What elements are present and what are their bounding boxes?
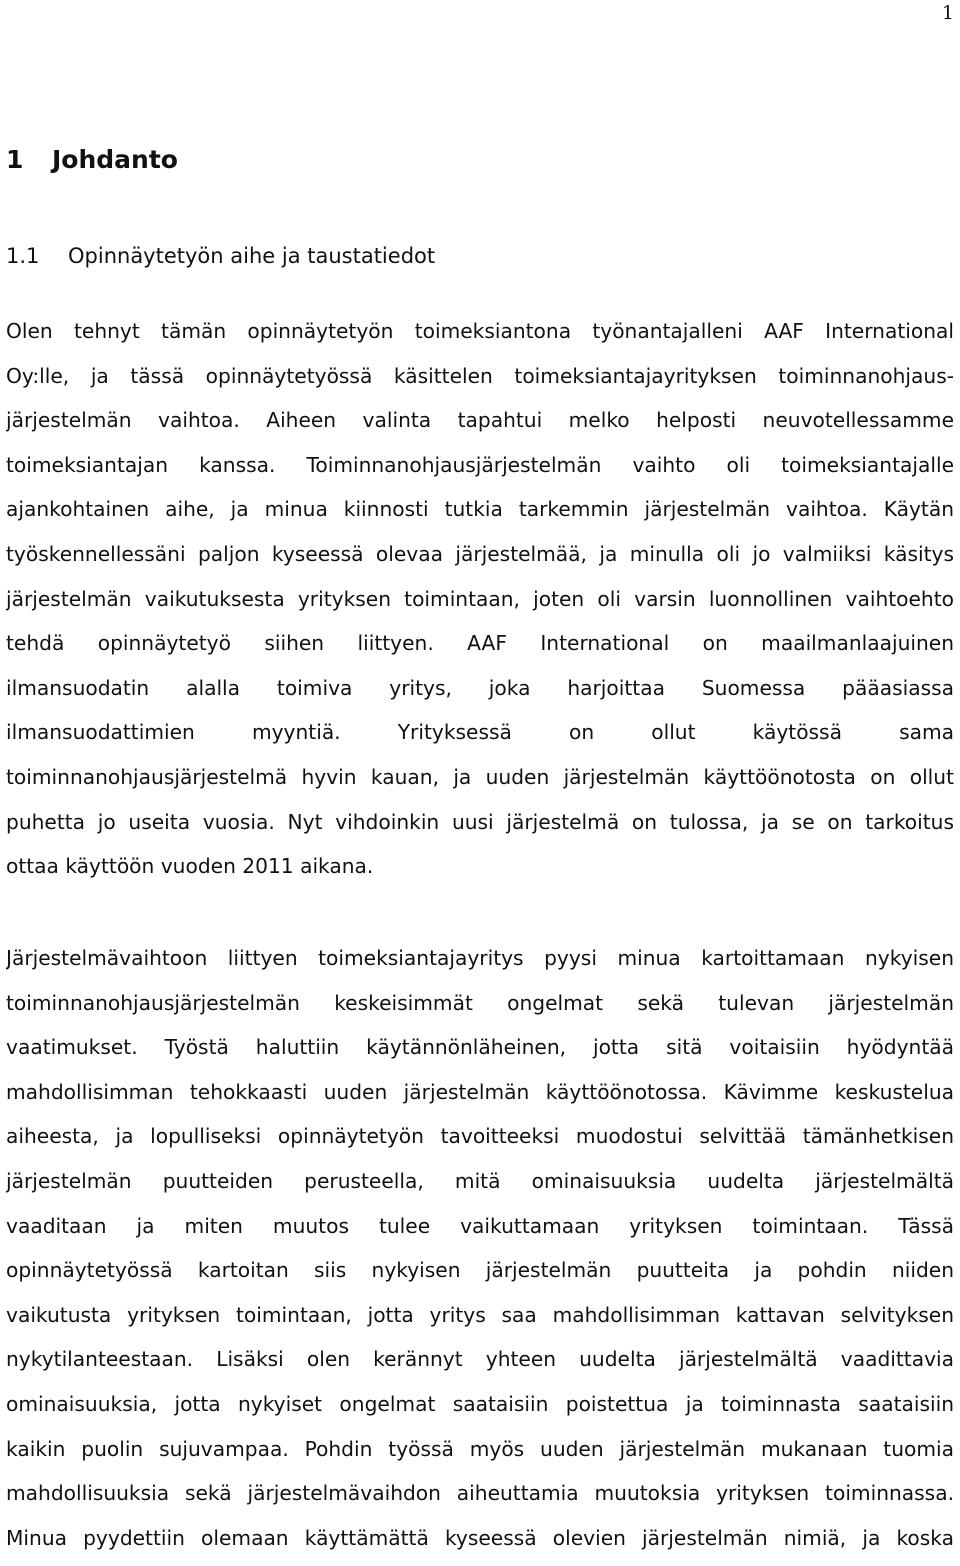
text-line: kaikin puolin sujuvampaa. Pohdin työssä myös uuden järjestelmän mukanaan tuomia — [6, 1436, 954, 1461]
section-heading — [6, 244, 435, 268]
text-line: mahdollisuuksia sekä järjestelmävaihdon aiheuttamia muutoksia yrityksen toiminnassa. — [6, 1481, 954, 1506]
paragraph-1 — [6, 315, 954, 895]
text-line: järjestelmän vaikutuksesta yrityksen toimintaan, joten oli varsin luonnollinen vaihtoehto — [6, 586, 954, 611]
text-line: Järjestelmävaihtoon liittyen toimeksiantajayritys pyysi minua kartoittamaan nykyisen — [6, 946, 954, 970]
text-line: vaatimukset. Työstä haluttiin käytännönläheinen, jotta sitä voitaisiin hyödyntää — [6, 1035, 954, 1060]
text-line: puhetta jo useita vuosia. Nyt vihdoinkin uusi järjestelmä on tulossa, ja se on tarkoitus — [6, 809, 954, 834]
section-number: 1.1 — [6, 244, 40, 268]
text-line: Minua pyydettiin olemaan käyttämättä kyseessä olevien järjestelmän nimiä, ja koska — [6, 1525, 954, 1550]
text-line: järjestelmän vaihtoa. Aiheen valinta tapahtui melko helposti neuvotellessamme — [6, 408, 954, 433]
text-line: toiminnanohjausjärjestelmän keskeisimmät ongelmat sekä tulevan järjestelmän — [6, 990, 954, 1015]
text-line: nykytilanteestaan. Lisäksi olen kerännyt yhteen uudelta järjestelmältä vaadittavia — [6, 1347, 954, 1372]
text-line: vaikutusta yrityksen toimintaan, jotta yritys saa mahdollisimman kattavan selvityksen — [6, 1302, 954, 1327]
text-line: ominaisuuksia, jotta nykyiset ongelmat saataisiin poistettua ja toiminnasta saataisiin — [6, 1391, 954, 1416]
text-line: ilmansuodattimien myyntiä. Yrityksessä on ollut käytössä sama — [6, 720, 954, 745]
text-line: tehdä opinnäytetyö siihen liittyen. AAF International on maailmanlaajuinen — [6, 631, 954, 656]
section-title: Opinnäytetyön aihe ja taustatiedot — [68, 244, 436, 268]
page-number: 1 — [941, 2, 954, 24]
paragraph-2 — [6, 942, 954, 1566]
text-line: ilmansuodatin alalla toimiva yritys, joka harjoittaa Suomessa pääasiassa — [6, 675, 954, 700]
chapter-heading — [6, 145, 178, 174]
text-line: toimeksiantajan kanssa. Toiminnanohjausjärjestelmän vaihto oli toimeksiantajalle — [6, 452, 954, 477]
text-line: ottaa käyttöön vuoden 2011 aikana. — [6, 854, 374, 879]
chapter-number: 1 — [6, 145, 24, 174]
text-line: toiminnanohjausjärjestelmä hyvin kauan, ja uuden järjestelmän käyttöönotosta on ollut — [6, 764, 954, 789]
text-line: Olen tehnyt tämän opinnäytetyön toimeksiantona työnantajalleni AAF International — [6, 319, 954, 343]
text-line: ajankohtainen aihe, ja minua kiinnosti tutkia tarkemmin järjestelmän vaihtoa. Käytän — [6, 497, 954, 522]
text-line: työskennellessäni paljon kyseessä olevaa järjestelmää, ja minulla oli jo valmiiksi käsitys — [6, 541, 954, 566]
text-line: Oy:lle, ja tässä opinnäytetyössä käsittelen toimeksiantajayrityksen toiminnanohjaus- — [6, 363, 954, 388]
text-line: aiheesta, ja lopulliseksi opinnäytetyön tavoitteeksi muodostui selvittää tämänhetkisen — [6, 1124, 954, 1149]
text-line: mahdollisimman tehokkaasti uuden järjestelmän käyttöönotossa. Kävimme keskustelua — [6, 1079, 954, 1104]
chapter-title: Johdanto — [52, 145, 178, 174]
text-line: opinnäytetyössä kartoitan siis nykyisen järjestelmän puutteita ja pohdin niiden — [6, 1258, 954, 1283]
text-line: vaaditaan ja miten muutos tulee vaikuttamaan yrityksen toimintaan. Tässä — [6, 1213, 954, 1238]
text-line: järjestelmän puutteiden perusteella, mitä ominaisuuksia uudelta järjestelmältä — [6, 1168, 954, 1193]
